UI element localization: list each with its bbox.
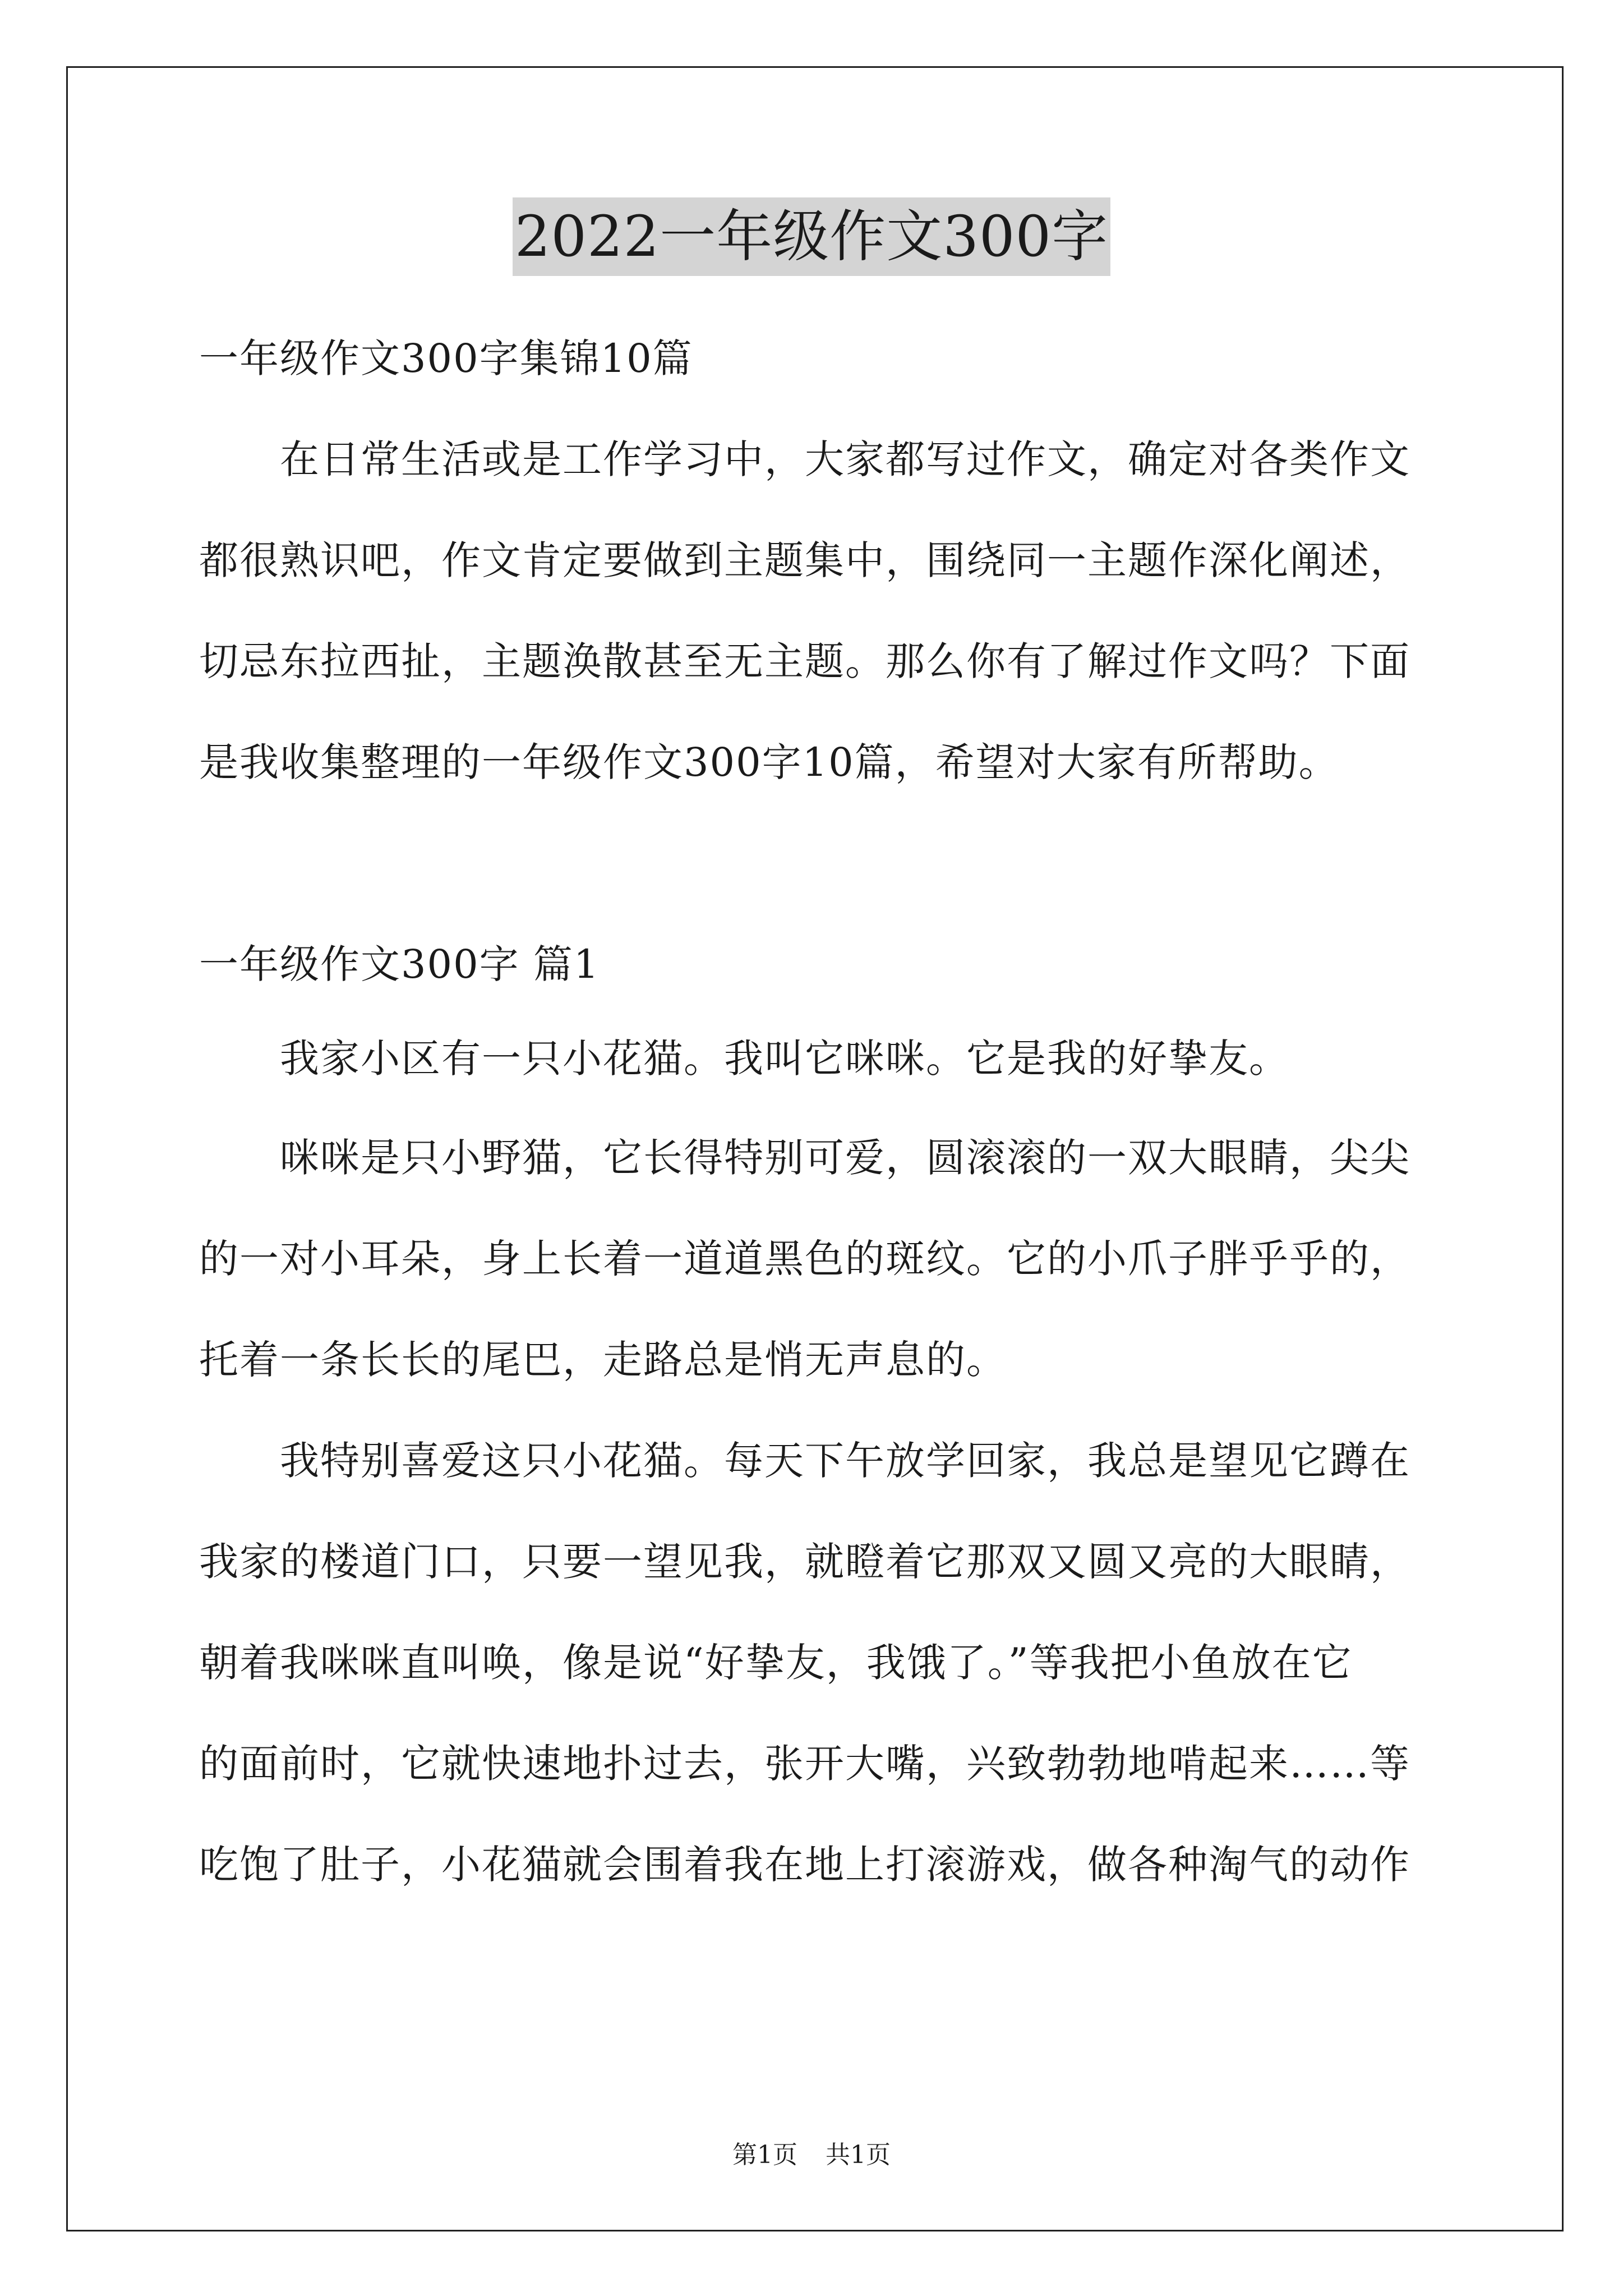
intro-line: 都很熟识吧，作文肯定要做到主题集中，围绕同一主题作深化阐述， bbox=[199, 537, 1410, 583]
paragraph-line: 的一对小耳朵，身上长着一道道黑色的斑纹。它的小爪子胖乎乎的， bbox=[199, 1236, 1410, 1282]
paragraph-line: 咪咪是只小野猫，它长得特别可爱，圆滚滚的一双大眼睛，尖尖 bbox=[199, 1135, 1410, 1181]
paragraph-line: 朝着我咪咪直叫唤，像是说“好挚友，我饿了。”等我把小鱼放在它 bbox=[199, 1640, 1353, 1686]
paragraph-line: 我特别喜爱这只小花猫。每天下午放学回家，我总是望见它蹲在 bbox=[199, 1438, 1410, 1484]
intro-line: 是我收集整理的一年级作文300字10篇，希望对大家有所帮助。 bbox=[199, 739, 1339, 785]
title-container bbox=[0, 197, 1623, 276]
document-subtitle: 一年级作文300字集锦10篇 bbox=[199, 335, 693, 381]
paragraph-line: 托着一条长长的尾巴，走路总是悄无声息的。 bbox=[199, 1337, 1007, 1383]
page-total: 共1页 bbox=[826, 2141, 891, 2169]
page-number: 第1页 bbox=[732, 2141, 797, 2169]
intro-line: 在日常生活或是工作学习中，大家都写过作文，确定对各类作文 bbox=[199, 436, 1410, 482]
paragraph-line: 吃饱了肚子，小花猫就会围着我在地上打滚游戏，做各种淘气的动作 bbox=[199, 1842, 1410, 1888]
paragraph-line: 的面前时，它就快速地扑过去，张开大嘴，兴致勃勃地啃起来……等 bbox=[199, 1741, 1410, 1787]
document-title: 2022一年级作文300字 bbox=[513, 197, 1110, 276]
intro-line: 切忌东拉西扯，主题涣散甚至无主题。那么你有了解过作文吗？下面 bbox=[199, 638, 1410, 684]
document-body bbox=[199, 305, 1430, 1890]
paragraph-line: 我家的楼道门口，只要一望见我，就瞪着它那双又圆又亮的大眼睛， bbox=[199, 1539, 1410, 1585]
page-footer bbox=[0, 2138, 1623, 2172]
section-heading: 一年级作文300字 篇1 bbox=[199, 941, 600, 987]
paragraph-line: 我家小区有一只小花猫。我叫它咪咪。它是我的好挚友。 bbox=[199, 1036, 1289, 1082]
